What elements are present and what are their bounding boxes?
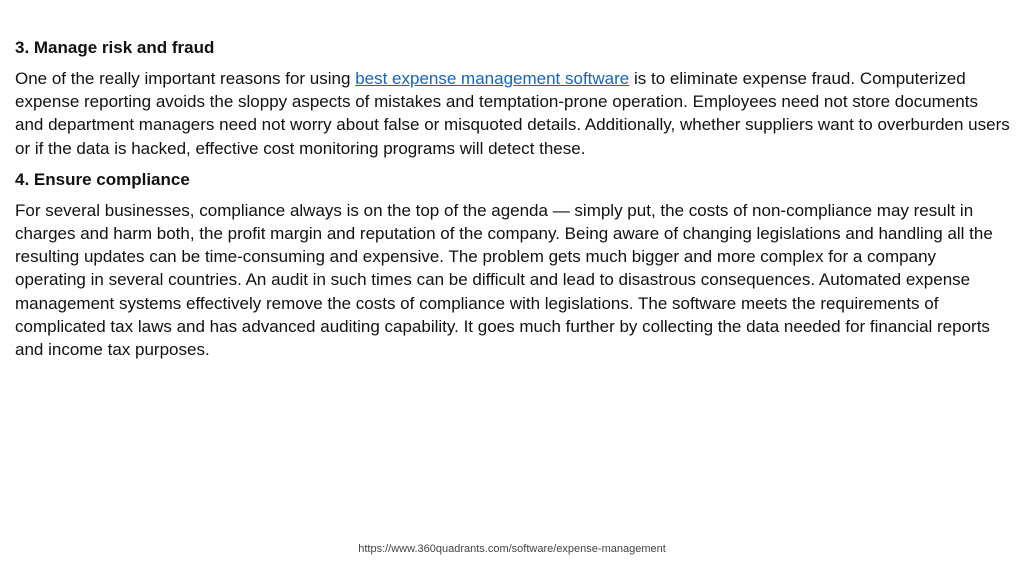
section-paragraph-compliance: For several businesses, compliance always is on the top of the agenda — simply put, the costs of non-compliance may result in charges and harm both, the profit margin and reputation of the company. Being aware of changing legislations and handling all the resulting updates can be time-consuming and expensive. The problem gets much bigger and more complex for a company operating in several countries. An audit in such times can be difficult and lead to disastrous consequences. Automated expense management systems effectively remove the costs of compliance with legislations. The software meets the requirements of complicated tax laws and has advanced auditing capability. It goes much further by collecting the data needed for financial reports and income tax purposes.	[15, 200, 993, 360]
section-paragraph-risk-fraud	[15, 67, 1010, 160]
slide-content	[15, 36, 1010, 369]
expense-software-link[interactable]: best expense management software	[355, 69, 630, 88]
paragraph-text-after-link: is to eliminate expense fraud. Computerized expense reporting avoids the sloppy aspects of mistakes and temptation-prone operation. Employees need not store documents and department managers need not worry about false or misquoted details. Additionally, whether suppliers want to overburden users or if the data is hacked, effective cost monitoring programs will detect these.	[15, 69, 1010, 158]
footer-url: https://www.360quadrants.com/software/expense-management	[358, 543, 666, 555]
section-heading-risk-fraud: 3. Manage risk and fraud	[15, 38, 215, 57]
section-heading-compliance: 4. Ensure compliance	[15, 169, 190, 189]
paragraph-text-before-link: One of the really important reasons for using	[15, 69, 356, 88]
